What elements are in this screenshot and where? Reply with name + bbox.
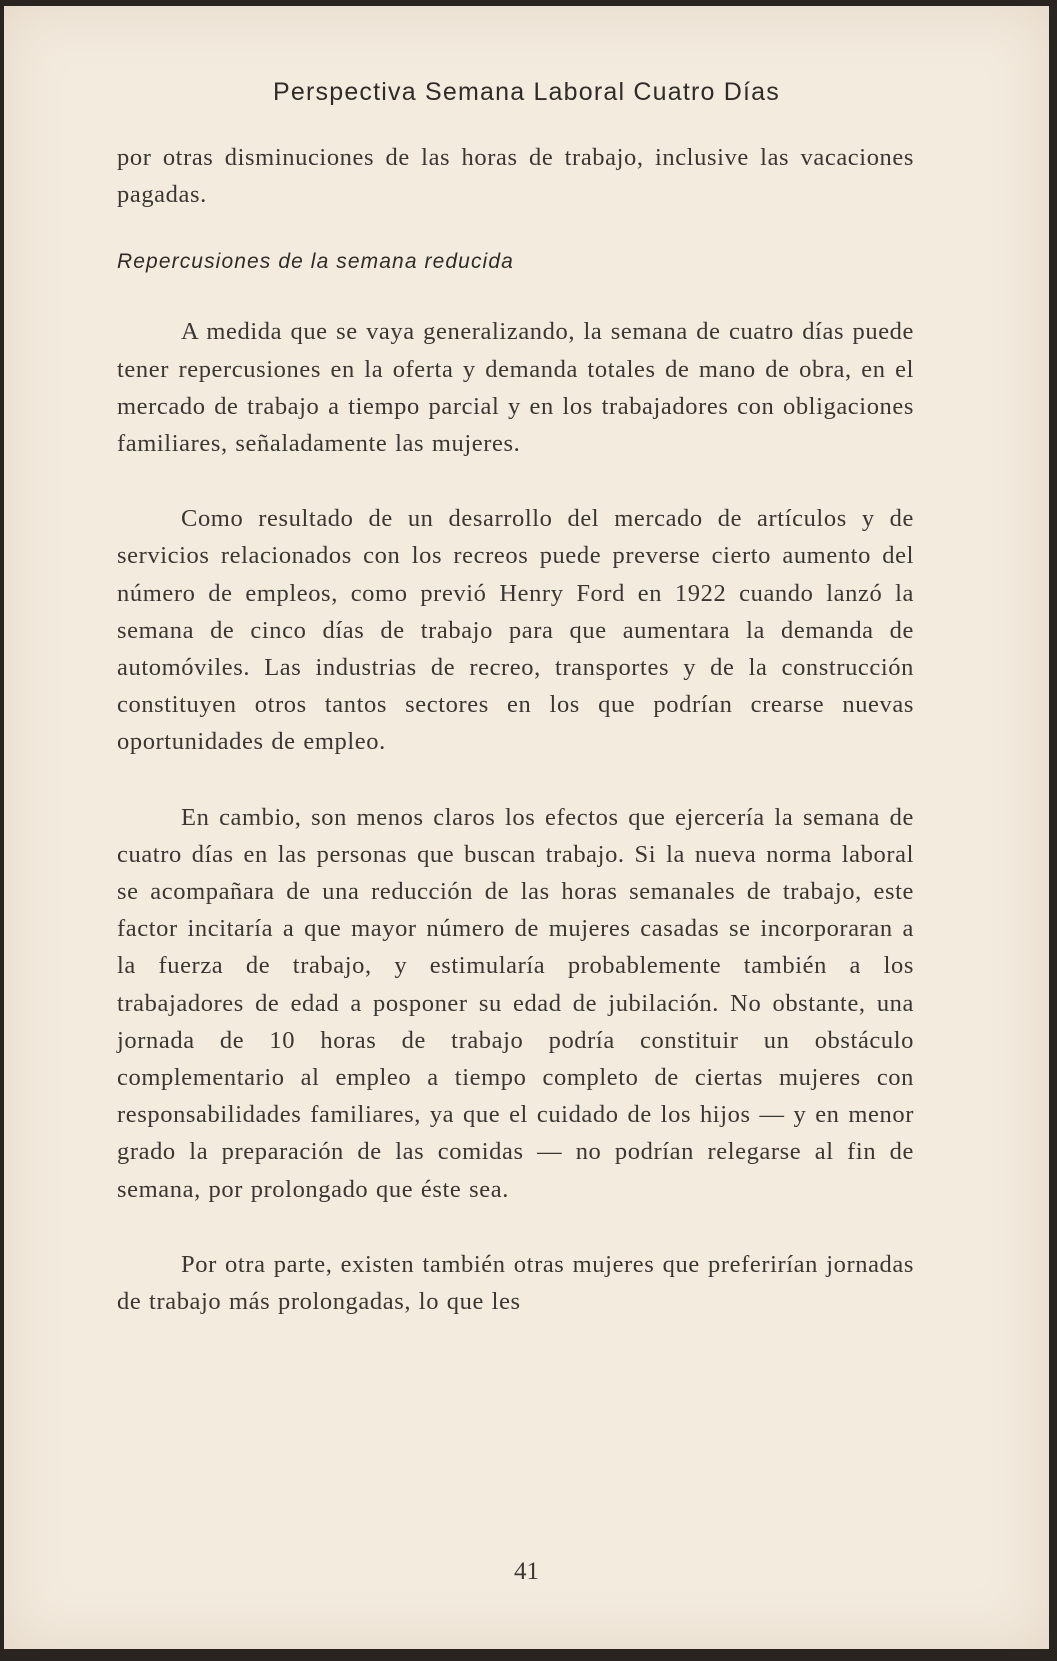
paragraph-1: A medida que se vaya generalizando, la semana de cuatro días puede tener repercusiones en la oferta y demanda totales de mano de obra, en el mercado de trabajo a tiempo parcial y en los trabajadores con obligaciones familiares, señaladamente las mujeres. (117, 318, 914, 458)
paragraph-2: Como resultado de un desarrollo del mercado de artículos y de servicios relacionados con los recreos puede preverse cierto aumento del número de empleos, como previó Henry Ford en 1922 cuando lanzó la semana de cinco días de trabajo para que aumentara la demanda de automóviles. Las industrias de recreo, transportes y de la construcción constituyen otros tantos sectores en los que podrían crearse nuevas oportunidades de empleo. (117, 505, 914, 756)
paragraph-3: En cambio, son menos claros los efectos que ejercería la semana de cuatro días en las personas que buscan trabajo. Si la nueva norma laboral se acompañara de una reducción de las horas semanales de trabajo, este factor incitaría a que mayor número de mujeres casadas se incorporaran a la fuerza de trabajo, y estimularía probablemente también a los trabajadores de edad a posponer su edad de jubilación. No obstante, una jornada de 10 horas de trabajo podría constituir un obstáculo complementario al empleo a tiempo completo de ciertas mujeres con responsabilidades familiares, ya que el cuidado de los hijos — y en menor grado la preparación de las comidas — no podrían relegarse al fin de semana, por prolongado que éste sea. (117, 803, 914, 1203)
page-body (117, 139, 914, 1320)
paragraph-4: Por otra parte, existen también otras mujeres que preferirían jornadas de trabajo más prolongadas, lo que les (117, 1250, 914, 1316)
paragraph-continued: por otras disminuciones de las horas de trabajo, inclusive las vacaciones pagadas. (117, 144, 914, 209)
book-page (4, 6, 1049, 1649)
running-head: Perspectiva Semana Laboral Cuatro Días (273, 78, 780, 106)
page-number: 41 (514, 1558, 539, 1585)
section-heading: Repercusiones de la semana reducida (117, 250, 514, 274)
